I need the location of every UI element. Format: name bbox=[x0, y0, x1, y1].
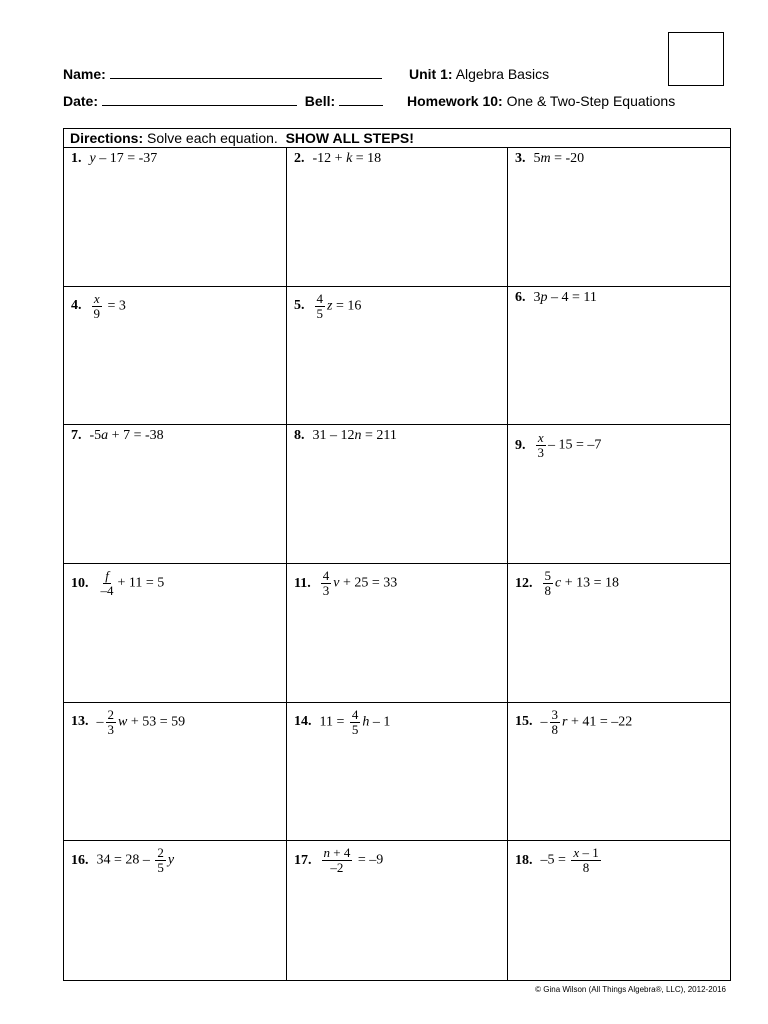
problem-equation: 3p – 4 = 11 bbox=[533, 289, 597, 305]
problem-equation: $\frac{4}{3}$ v + 25 = 33 bbox=[322, 568, 398, 598]
problem-grid bbox=[64, 148, 730, 980]
problem-cell[interactable] bbox=[508, 287, 730, 426]
problem-cell[interactable] bbox=[64, 564, 287, 703]
problem-number: 12. bbox=[515, 575, 533, 591]
problem-cell[interactable] bbox=[64, 148, 287, 287]
problem-number: 11. bbox=[294, 575, 311, 591]
problem-number: 13. bbox=[71, 714, 89, 730]
problem-number: 3. bbox=[515, 151, 526, 166]
problem-number: 6. bbox=[515, 289, 526, 305]
problem-cell[interactable] bbox=[287, 287, 508, 426]
date-blank[interactable] bbox=[102, 93, 297, 106]
problem-number: 5. bbox=[294, 298, 305, 314]
name-blank[interactable] bbox=[110, 66, 382, 79]
problem-number: 4. bbox=[71, 298, 82, 314]
problem-equation: 31 – 12n = 211 bbox=[312, 428, 397, 444]
problem-number: 14. bbox=[294, 714, 312, 730]
problem-cell[interactable] bbox=[287, 148, 508, 287]
problem-cell[interactable] bbox=[64, 841, 287, 980]
problem-equation: 34 = 28 – $\frac{2}{5}$ y bbox=[96, 845, 175, 876]
problem-equation: $\frac{x}{3}$ – 15 = –7 bbox=[537, 430, 602, 461]
score-box bbox=[668, 32, 724, 86]
unit-label: Unit 1: bbox=[409, 66, 453, 82]
problem-cell[interactable] bbox=[64, 287, 287, 426]
problem-equation: –5 = $\frac{x - 1}{8}$ bbox=[540, 845, 599, 876]
directions-text: Solve each equation. bbox=[147, 130, 278, 146]
problem-number: 15. bbox=[515, 714, 533, 730]
homework-value: One & Two-Step Equations bbox=[506, 93, 676, 109]
problem-number: 18. bbox=[515, 852, 533, 868]
unit-row bbox=[409, 66, 549, 82]
problem-cell[interactable] bbox=[287, 703, 508, 842]
problem-number: 17. bbox=[294, 852, 312, 868]
problem-number: 10. bbox=[71, 575, 89, 591]
problem-equation: – $\frac{3}{8}$ r + 41 = –22 bbox=[540, 706, 633, 737]
problem-cell[interactable] bbox=[64, 703, 287, 842]
problem-cell[interactable] bbox=[508, 564, 730, 703]
problem-cell[interactable] bbox=[508, 148, 730, 287]
problem-number: 7. bbox=[71, 428, 82, 444]
problem-cell[interactable] bbox=[287, 425, 508, 564]
problem-equation: $\frac{4}{5}$ z = 16 bbox=[316, 290, 362, 321]
problem-number: 2. bbox=[294, 151, 305, 166]
problem-equation: $\frac{5}{8}$ c + 13 = 18 bbox=[544, 568, 620, 598]
problem-number: 8. bbox=[294, 428, 305, 444]
problem-equation: $\frac{f}{-4}$ + 11 = 5 bbox=[100, 568, 165, 598]
problem-equation: 11 = $\frac{4}{5}$ h – 1 bbox=[319, 706, 391, 737]
problem-number: 16. bbox=[71, 852, 89, 868]
date-row bbox=[63, 93, 383, 109]
worksheet-table bbox=[63, 128, 731, 981]
problem-cell[interactable] bbox=[287, 564, 508, 703]
problem-equation: $\frac{n + 4}{-2}$ = –9 bbox=[323, 845, 384, 876]
problem-cell[interactable] bbox=[508, 425, 730, 564]
name-label: Name: bbox=[63, 66, 106, 82]
problem-equation: – $\frac{2}{3}$ w + 53 = 59 bbox=[96, 706, 186, 737]
homework-label: Homework 10: bbox=[407, 93, 503, 109]
copyright-notice: © Gina Wilson (All Things Algebra®, LLC), 2012-2016 bbox=[535, 985, 726, 994]
name-row bbox=[63, 66, 382, 82]
directions-row bbox=[64, 129, 730, 148]
homework-row bbox=[407, 93, 675, 109]
problem-equation: 5m = -20 bbox=[533, 151, 585, 166]
problem-cell[interactable] bbox=[508, 841, 730, 980]
directions-emphasis: SHOW ALL STEPS! bbox=[285, 130, 414, 146]
problem-equation: -5a + 7 = -38 bbox=[89, 428, 164, 444]
date-label: Date: bbox=[63, 93, 99, 109]
bell-blank[interactable] bbox=[339, 93, 383, 106]
bell-label: Bell: bbox=[304, 93, 336, 109]
problem-cell[interactable] bbox=[64, 425, 287, 564]
problem-number: 1. bbox=[71, 151, 82, 166]
problem-equation: $\frac{x}{9}$ = 3 bbox=[93, 290, 126, 321]
problem-cell[interactable] bbox=[287, 841, 508, 980]
problem-equation: -12 + k = 18 bbox=[312, 151, 382, 166]
problem-number: 9. bbox=[515, 437, 526, 453]
problem-equation: y – 17 = -37 bbox=[89, 151, 158, 166]
problem-cell[interactable] bbox=[508, 703, 730, 842]
directions-label: Directions: bbox=[70, 130, 144, 146]
unit-value: Algebra Basics bbox=[455, 66, 550, 82]
